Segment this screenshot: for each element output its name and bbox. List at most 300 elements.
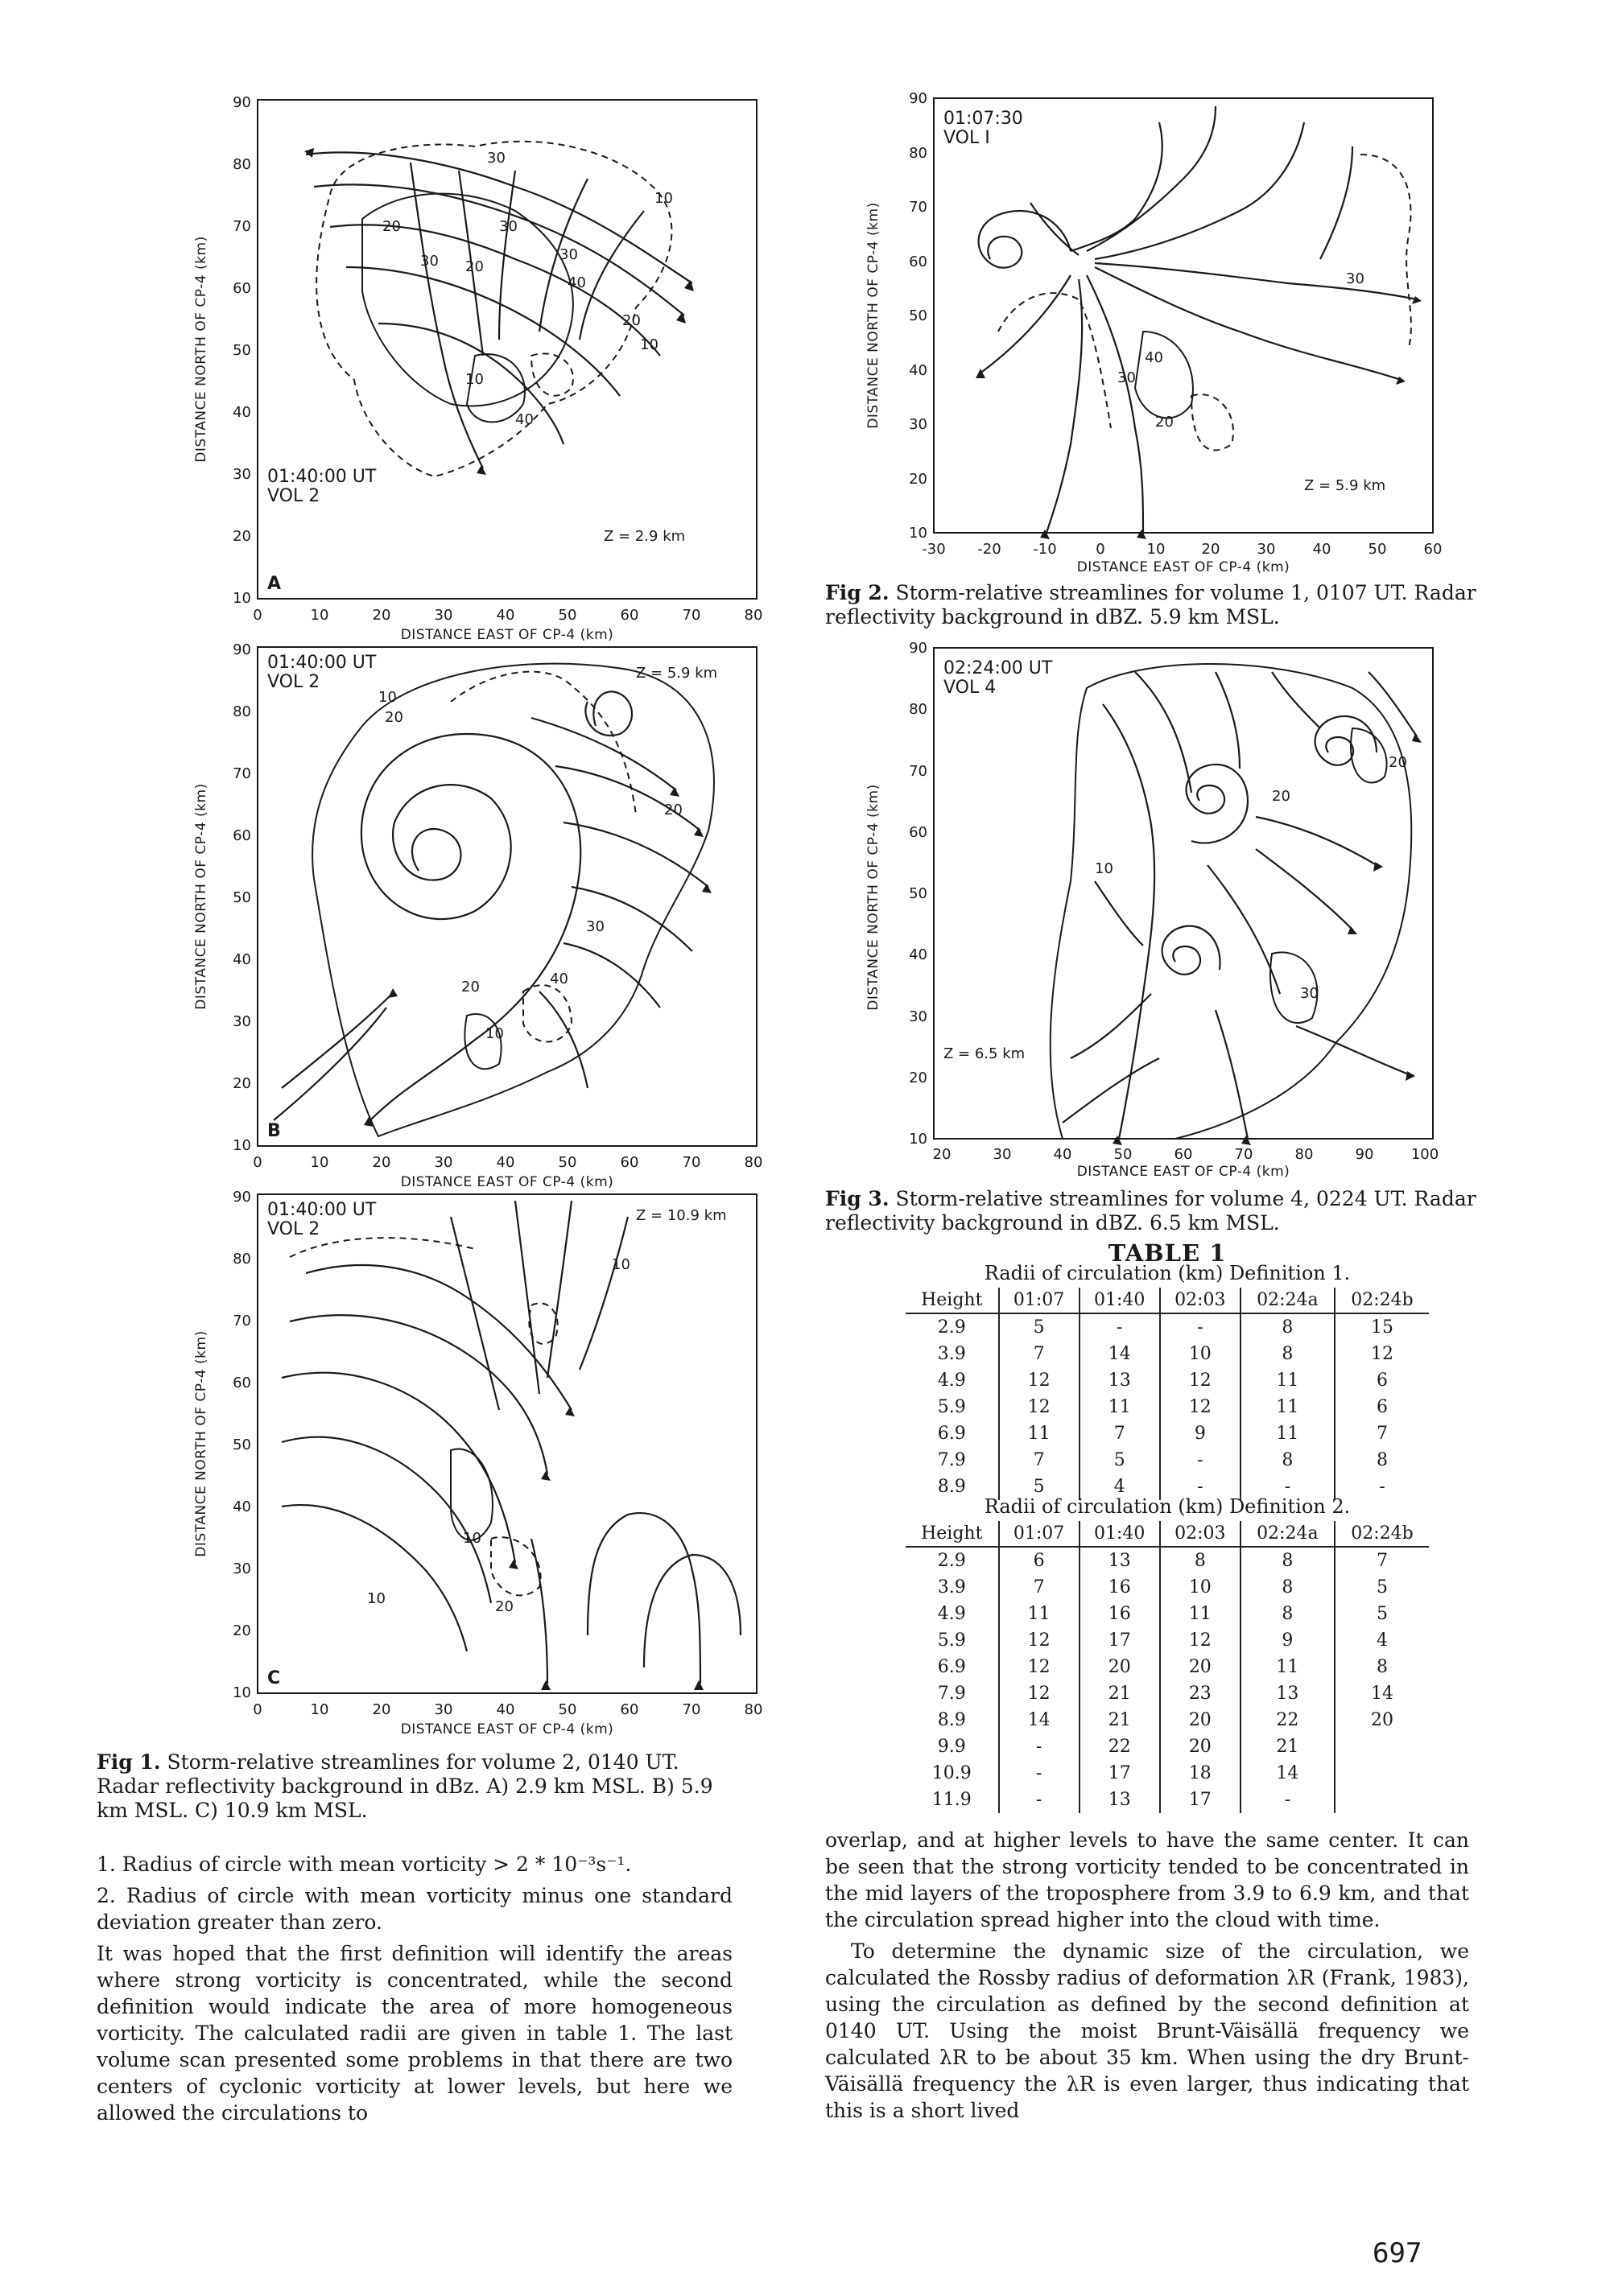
table-cell: - xyxy=(1160,1313,1241,1341)
table-row xyxy=(906,1601,1429,1627)
caption-lead: Fig 2. xyxy=(825,581,890,604)
table-cell: 14 xyxy=(1241,1760,1335,1787)
table-cell: 13 xyxy=(1080,1547,1160,1574)
contour-label: 20 xyxy=(382,218,401,235)
table-cell: 12 xyxy=(999,1394,1080,1420)
table-cell: 17 xyxy=(1160,1787,1241,1813)
table-cell: 11 xyxy=(1160,1601,1241,1627)
volume-label: VOL 2 xyxy=(267,1219,320,1239)
x-tick-label: 80 xyxy=(744,1154,763,1171)
y-tick-label: 10 xyxy=(233,590,251,607)
y-axis-title: DISTANCE NORTH OF CP-4 (km) xyxy=(193,236,209,463)
y-tick-label: 10 xyxy=(909,525,927,542)
table-cell: 21 xyxy=(1241,1733,1335,1760)
y-tick-label: 60 xyxy=(909,824,927,841)
y-tick-label: 20 xyxy=(233,528,251,545)
fig2 xyxy=(853,90,1443,581)
y-tick-label: 90 xyxy=(233,1189,251,1206)
table-cell: 13 xyxy=(1080,1367,1160,1394)
table-cell: 8.9 xyxy=(937,1477,966,1497)
table-cell: 12 xyxy=(1160,1367,1241,1394)
table-cell: 12 xyxy=(999,1680,1080,1707)
y-tick-label: 30 xyxy=(233,1013,251,1030)
x-tick-label: 70 xyxy=(682,1154,701,1171)
table-cell: 6 xyxy=(999,1547,1080,1574)
contour-labels xyxy=(1117,270,1364,431)
y-tick-label: 10 xyxy=(233,1137,251,1154)
x-tick-label: 0 xyxy=(253,1701,262,1718)
contour-label: 20 xyxy=(664,802,683,818)
x-tick-label: 30 xyxy=(1257,541,1276,558)
table-row xyxy=(906,1760,1429,1787)
contour-label: 30 xyxy=(420,253,439,270)
table-cell: 13 xyxy=(1080,1787,1160,1813)
left-column-text xyxy=(97,1851,733,2131)
y-tick-label: 70 xyxy=(233,1313,251,1329)
table-cell: 8 xyxy=(1335,1654,1429,1680)
table-cell: 20 xyxy=(1160,1707,1241,1733)
contour-label: 20 xyxy=(622,312,641,329)
page-number: 697 xyxy=(1373,2237,1422,2269)
contour-label: 20 xyxy=(495,1598,514,1615)
plot-frame xyxy=(258,100,757,599)
table-cell: 8 xyxy=(1241,1341,1335,1367)
volume-label: VOL I xyxy=(943,128,990,148)
table-row xyxy=(906,1341,1429,1367)
plot-frame xyxy=(934,98,1433,533)
streamlines xyxy=(274,691,708,1120)
table-cell: 8 xyxy=(1241,1574,1335,1601)
table-cell: 4.9 xyxy=(937,1371,966,1391)
table-cell: 5.9 xyxy=(937,1397,966,1417)
x-tick-label: 50 xyxy=(1368,541,1387,558)
column-header: 01:40 xyxy=(1080,1288,1160,1313)
panel-label: C xyxy=(267,1668,281,1688)
table-cell: 5 xyxy=(1335,1601,1429,1627)
x-tick-label: 50 xyxy=(1113,1146,1133,1163)
y-tick-label: 70 xyxy=(909,199,927,216)
x-tick-labels xyxy=(933,1146,1439,1163)
table-row xyxy=(906,1447,1429,1474)
table-cell: 10 xyxy=(1160,1574,1241,1601)
plot-frame xyxy=(258,647,757,1146)
table-cell: 14 xyxy=(1335,1680,1429,1707)
timestamp: 02:24:00 UT xyxy=(943,658,1053,678)
y-tick-label: 40 xyxy=(233,1498,251,1515)
table-cell: 12 xyxy=(1160,1627,1241,1654)
y-tick-label: 70 xyxy=(909,763,927,780)
y-axis-title: DISTANCE NORTH OF CP-4 (km) xyxy=(865,784,881,1011)
y-tick-label: 40 xyxy=(909,362,927,379)
y-tick-label: 60 xyxy=(909,254,927,270)
contour-label: 20 xyxy=(465,258,484,275)
x-tick-label: 10 xyxy=(310,1154,329,1171)
table-cell: 13 xyxy=(1241,1680,1335,1707)
contour-label: 10 xyxy=(465,371,484,388)
y-axis-title: DISTANCE NORTH OF CP-4 (km) xyxy=(193,1330,209,1557)
table-cell: 6.9 xyxy=(937,1424,966,1444)
contour-label: 30 xyxy=(1300,985,1319,1002)
table-cell: - xyxy=(999,1733,1080,1760)
table-cell: 12 xyxy=(999,1367,1080,1394)
y-tick-label: 20 xyxy=(233,1075,251,1092)
table-cell: 20 xyxy=(1080,1654,1160,1680)
contour-label: 30 xyxy=(499,218,518,235)
y-tick-label: 60 xyxy=(233,1375,251,1391)
y-tick-labels xyxy=(909,640,927,1148)
reflectivity-contours xyxy=(312,664,714,1136)
paragraph: It was hoped that the first definition will identify the areas where strong vorticity is concentrated, while the second definition would indicate the area of more homogeneous vorticity. The calculated radii are given in table 1. The last volume scan presented some problems in that there are two centers of cyclonic vorticity at lower levels, but here we allowed the circulations to xyxy=(97,1942,733,2125)
table-cell: 10 xyxy=(1160,1341,1241,1367)
paragraph: 1. Radius of circle with mean vorticity > 2 * 10⁻³s⁻¹. xyxy=(97,1853,632,1876)
column-header: 02:24b xyxy=(1335,1288,1429,1313)
y-tick-label: 30 xyxy=(233,466,251,483)
table-cell: - xyxy=(1335,1474,1429,1500)
table-cell: 7 xyxy=(1335,1420,1429,1447)
table-def2 xyxy=(906,1521,1429,1813)
caption-lead: Fig 3. xyxy=(825,1187,890,1210)
plot-frame xyxy=(258,1194,757,1693)
table-cell: 8.9 xyxy=(937,1710,966,1730)
table-cell: 4 xyxy=(1335,1627,1429,1654)
contour-label: 10 xyxy=(367,1590,386,1607)
x-tick-label: 10 xyxy=(1146,541,1166,558)
reflectivity-contours xyxy=(998,155,1411,451)
x-tick-label: 20 xyxy=(1201,541,1220,558)
x-tick-label: 90 xyxy=(1355,1146,1374,1163)
streamlines xyxy=(1063,672,1417,1139)
table-row xyxy=(906,1733,1429,1760)
y-tick-label: 70 xyxy=(233,765,251,782)
table-cell: 8 xyxy=(1160,1547,1241,1574)
table-cell: 8 xyxy=(1241,1601,1335,1627)
table-row xyxy=(906,1654,1429,1680)
table-cell: - xyxy=(1160,1474,1241,1500)
volume-label: VOL 4 xyxy=(943,678,997,698)
x-tick-labels xyxy=(253,1701,762,1718)
table-cell: 11 xyxy=(999,1601,1080,1627)
contour-label: 30 xyxy=(1117,369,1136,386)
table-cell: 20 xyxy=(1335,1707,1429,1733)
y-tick-label: 90 xyxy=(909,90,927,107)
table-row xyxy=(906,1680,1429,1707)
contour-label: 10 xyxy=(1095,860,1113,877)
x-tick-label: 0 xyxy=(1096,541,1105,558)
y-tick-label: 30 xyxy=(909,1008,927,1025)
fig3 xyxy=(853,640,1439,1187)
table-cell: 7.9 xyxy=(937,1450,966,1470)
x-axis-title: DISTANCE EAST OF CP-4 (km) xyxy=(1076,1164,1290,1180)
table-cell: 11 xyxy=(1241,1654,1335,1680)
table-cell: 6 xyxy=(1335,1367,1429,1394)
contour-label: 40 xyxy=(515,411,534,428)
table-cell xyxy=(1335,1733,1429,1760)
x-tick-label: 0 xyxy=(253,1154,262,1171)
y-tick-label: 20 xyxy=(909,471,927,488)
altitude-label: Z = 6.5 km xyxy=(943,1045,1026,1062)
contour-label: 10 xyxy=(463,1530,481,1547)
y-tick-label: 10 xyxy=(909,1131,927,1148)
table-cell: 9 xyxy=(1160,1420,1241,1447)
column-header: Height xyxy=(906,1521,999,1547)
x-tick-label: 30 xyxy=(993,1146,1012,1163)
table-cell: 18 xyxy=(1160,1760,1241,1787)
x-axis-title: DISTANCE EAST OF CP-4 (km) xyxy=(400,1721,614,1737)
fig1-panel-c xyxy=(161,1185,763,1748)
x-tick-label: -10 xyxy=(1033,541,1057,558)
x-tick-label: 30 xyxy=(434,607,453,624)
x-tick-label: 70 xyxy=(682,1701,701,1718)
column-header: 02:24a xyxy=(1241,1288,1335,1313)
table-def1 xyxy=(906,1288,1429,1500)
contour-label: 30 xyxy=(559,246,578,263)
table-body xyxy=(906,1547,1429,1813)
table-cell: 21 xyxy=(1080,1680,1160,1707)
y-tick-label: 20 xyxy=(233,1622,251,1639)
x-tick-label: 40 xyxy=(496,1154,515,1171)
timestamp: 01:40:00 UT xyxy=(267,467,377,487)
y-tick-label: 80 xyxy=(233,703,251,720)
x-tick-label: 60 xyxy=(1174,1146,1193,1163)
table-cell: 7.9 xyxy=(937,1684,966,1704)
table-cell: 4 xyxy=(1080,1474,1160,1500)
paragraph: To determine the dynamic size of the circulation, we calculated the Rossby radius of deformation λR (Frank, 1983), using the circulation as defined by the second definition at 0140 UT. Using the moist Brunt-Väisällä frequency we calculated λR to be about 35 km. When using the dry Brunt-Väisällä frequency the λR is even larger, thus indicating that this is a short lived xyxy=(825,1939,1469,2122)
table-cell: 14 xyxy=(999,1707,1080,1733)
contour-label: 40 xyxy=(550,971,568,987)
contour-label: 40 xyxy=(568,274,586,291)
x-tick-label: 60 xyxy=(620,1701,639,1718)
table-cell: 16 xyxy=(1080,1601,1160,1627)
contour-label: 10 xyxy=(654,190,673,207)
table-cell: 11.9 xyxy=(931,1790,972,1810)
table-cell: 23 xyxy=(1160,1680,1241,1707)
table-cell: 17 xyxy=(1080,1627,1160,1654)
streamline-arrowheads xyxy=(1113,733,1422,1145)
x-tick-label: 80 xyxy=(744,1701,763,1718)
x-axis-title: DISTANCE EAST OF CP-4 (km) xyxy=(400,627,614,643)
timestamp: 01:40:00 UT xyxy=(267,653,377,673)
panel-label: A xyxy=(267,574,282,594)
contour-label: 10 xyxy=(378,689,397,706)
y-tick-label: 50 xyxy=(909,885,927,902)
contour-labels xyxy=(367,1256,630,1615)
table-cell: 8 xyxy=(1241,1313,1335,1341)
fig3-caption xyxy=(825,1187,1517,1235)
y-tick-labels xyxy=(233,1189,251,1701)
table-cell: 7 xyxy=(1335,1547,1429,1574)
y-tick-label: 30 xyxy=(233,1560,251,1577)
x-tick-label: -30 xyxy=(922,541,946,558)
contour-label: 20 xyxy=(385,709,403,726)
table-cell: 11 xyxy=(1241,1394,1335,1420)
table-header-row xyxy=(906,1288,1429,1313)
y-tick-label: 80 xyxy=(233,1251,251,1268)
table-cell: 5 xyxy=(999,1313,1080,1341)
contour-labels xyxy=(1095,754,1407,1002)
y-tick-label: 90 xyxy=(233,641,251,658)
column-header: 02:24b xyxy=(1335,1521,1429,1547)
volume-label: VOL 2 xyxy=(267,672,320,692)
table-cell: 21 xyxy=(1080,1707,1160,1733)
y-tick-label: 50 xyxy=(233,1437,251,1453)
table-row xyxy=(906,1547,1429,1574)
x-tick-label: 50 xyxy=(558,1154,577,1171)
y-tick-label: 30 xyxy=(909,416,927,433)
y-tick-label: 50 xyxy=(233,889,251,906)
table-cell: 20 xyxy=(1160,1654,1241,1680)
x-tick-label: 80 xyxy=(1294,1146,1314,1163)
x-tick-label: 50 xyxy=(558,1701,577,1718)
table-cell: 5 xyxy=(1080,1447,1160,1474)
fig2-caption xyxy=(825,581,1517,629)
table-cell: 12 xyxy=(1160,1394,1241,1420)
table-cell: 11 xyxy=(1241,1420,1335,1447)
table-cell: 3.9 xyxy=(937,1577,966,1597)
paragraph: overlap, and at higher levels to have the same center. It can be seen that the strong vorticity tended to be concentrated in the mid layers of the troposphere from 3.9 to 6.9 km, and that the circulation spread higher into the cloud with time. xyxy=(825,1828,1469,1931)
y-tick-label: 90 xyxy=(233,94,251,111)
table-row xyxy=(906,1787,1429,1813)
table-cell: - xyxy=(1241,1474,1335,1500)
right-column-text xyxy=(825,1827,1469,2129)
plot-frame xyxy=(934,648,1433,1139)
table-cell: - xyxy=(999,1760,1080,1787)
y-tick-label: 40 xyxy=(233,951,251,968)
table-cell: 8 xyxy=(1241,1447,1335,1474)
streamline-arrowheads xyxy=(509,1407,704,1690)
table-cell: 11 xyxy=(1241,1367,1335,1394)
paragraph: 2. Radius of circle with mean vorticity minus one standard deviation greater than zero. xyxy=(97,1884,733,1934)
reflectivity-contours xyxy=(316,142,671,476)
table-subtitle-def2: Radii of circulation (km) Definition 2. xyxy=(984,1495,1351,1518)
column-header: 01:07 xyxy=(999,1521,1080,1547)
table-cell: 17 xyxy=(1080,1760,1160,1787)
x-tick-label: 70 xyxy=(1234,1146,1253,1163)
table-row xyxy=(906,1707,1429,1733)
x-tick-label: 10 xyxy=(310,607,329,624)
table-cell: - xyxy=(1080,1313,1160,1341)
table-body xyxy=(906,1313,1429,1500)
y-tick-label: 80 xyxy=(233,156,251,173)
y-tick-label: 80 xyxy=(909,145,927,162)
y-tick-label: 40 xyxy=(233,404,251,421)
table-cell xyxy=(1335,1760,1429,1787)
table-cell: 5 xyxy=(999,1474,1080,1500)
x-tick-labels xyxy=(253,607,762,624)
table-row xyxy=(906,1627,1429,1654)
table-cell: 5 xyxy=(1335,1574,1429,1601)
fig1-panel-b xyxy=(161,637,763,1201)
caption-text: Storm-relative streamlines for volume 4, 0224 UT. Radar reflectivity background in dBZ. 6.5 km MSL. xyxy=(825,1187,1476,1235)
x-tick-label: 20 xyxy=(372,607,391,624)
streamlines xyxy=(979,106,1417,533)
y-tick-label: 40 xyxy=(909,946,927,963)
y-tick-label: 50 xyxy=(233,342,251,359)
table-row xyxy=(906,1420,1429,1447)
table-cell: 9 xyxy=(1241,1627,1335,1654)
table-cell: 7 xyxy=(1080,1420,1160,1447)
x-tick-label: 40 xyxy=(496,607,515,624)
x-tick-labels xyxy=(253,1154,762,1171)
table-cell: 12 xyxy=(999,1627,1080,1654)
table-cell: 11 xyxy=(999,1420,1080,1447)
y-tick-label: 50 xyxy=(909,307,927,324)
x-tick-label: 70 xyxy=(682,607,701,624)
x-tick-label: 40 xyxy=(496,1701,515,1718)
reflectivity-contours xyxy=(1051,664,1412,1139)
panel-label: B xyxy=(267,1121,281,1141)
contour-label: 20 xyxy=(461,979,480,995)
contour-label: 20 xyxy=(1389,754,1407,771)
table-cell: 7 xyxy=(999,1574,1080,1601)
table-title: TABLE 1 xyxy=(1108,1239,1227,1267)
x-tick-label: 100 xyxy=(1410,1146,1439,1163)
altitude-label: Z = 2.9 km xyxy=(604,528,686,545)
x-tick-label: 20 xyxy=(932,1146,952,1163)
contour-label: 30 xyxy=(586,918,605,935)
x-tick-label: 80 xyxy=(744,607,763,624)
y-tick-label: 10 xyxy=(233,1684,251,1701)
column-header: 02:03 xyxy=(1160,1288,1241,1313)
table-cell: 3.9 xyxy=(937,1344,966,1364)
table-subtitle-def1: Radii of circulation (km) Definition 1. xyxy=(984,1262,1351,1284)
x-tick-label: 30 xyxy=(434,1701,453,1718)
y-tick-labels xyxy=(233,94,251,607)
table-cell: 12 xyxy=(999,1654,1080,1680)
contour-label: 20 xyxy=(1155,414,1174,431)
x-tick-label: 20 xyxy=(372,1154,391,1171)
y-tick-labels xyxy=(909,90,927,542)
y-axis-title: DISTANCE NORTH OF CP-4 (km) xyxy=(193,783,209,1010)
contour-label: 10 xyxy=(640,336,658,353)
x-tick-label: 60 xyxy=(620,607,639,624)
fig1-caption xyxy=(97,1750,733,1823)
table-cell: 2.9 xyxy=(937,1317,966,1338)
table-cell: 9.9 xyxy=(937,1737,966,1757)
table-cell: 10.9 xyxy=(931,1763,972,1783)
y-tick-label: 80 xyxy=(909,701,927,718)
contour-label: 30 xyxy=(1346,270,1364,287)
table-cell: 11 xyxy=(1080,1394,1160,1420)
y-tick-label: 60 xyxy=(233,280,251,297)
column-header: 02:03 xyxy=(1160,1521,1241,1547)
y-tick-labels xyxy=(233,641,251,1154)
table-cell: 5.9 xyxy=(937,1630,966,1651)
table-row xyxy=(906,1574,1429,1601)
x-tick-label: 40 xyxy=(1053,1146,1072,1163)
contour-label: 10 xyxy=(612,1256,630,1273)
x-tick-label: -20 xyxy=(977,541,1001,558)
table-cell: 7 xyxy=(999,1341,1080,1367)
y-tick-label: 70 xyxy=(233,218,251,235)
contour-label: 40 xyxy=(1145,349,1163,366)
column-header: 01:40 xyxy=(1080,1521,1160,1547)
table-cell: 22 xyxy=(1080,1733,1160,1760)
table-cell: 7 xyxy=(999,1447,1080,1474)
table-cell: 12 xyxy=(1335,1341,1429,1367)
x-tick-label: 0 xyxy=(253,607,262,624)
contour-label: 20 xyxy=(1272,788,1290,805)
table-cell: - xyxy=(1160,1447,1241,1474)
x-tick-labels xyxy=(922,541,1442,558)
timestamp: 01:40:00 UT xyxy=(267,1200,377,1220)
altitude-label: Z = 10.9 km xyxy=(636,1207,727,1224)
y-tick-label: 60 xyxy=(233,827,251,844)
altitude-label: Z = 5.9 km xyxy=(636,665,718,682)
table-header-row xyxy=(906,1521,1429,1547)
x-tick-label: 60 xyxy=(1423,541,1443,558)
caption-text: Storm-relative streamlines for volume 2, 0140 UT. Radar reflectivity background in dBz. A) 2.9 km MSL. B) 5.9 km MSL. C) 10.9 km MSL. xyxy=(97,1750,713,1822)
x-tick-label: 10 xyxy=(310,1701,329,1718)
